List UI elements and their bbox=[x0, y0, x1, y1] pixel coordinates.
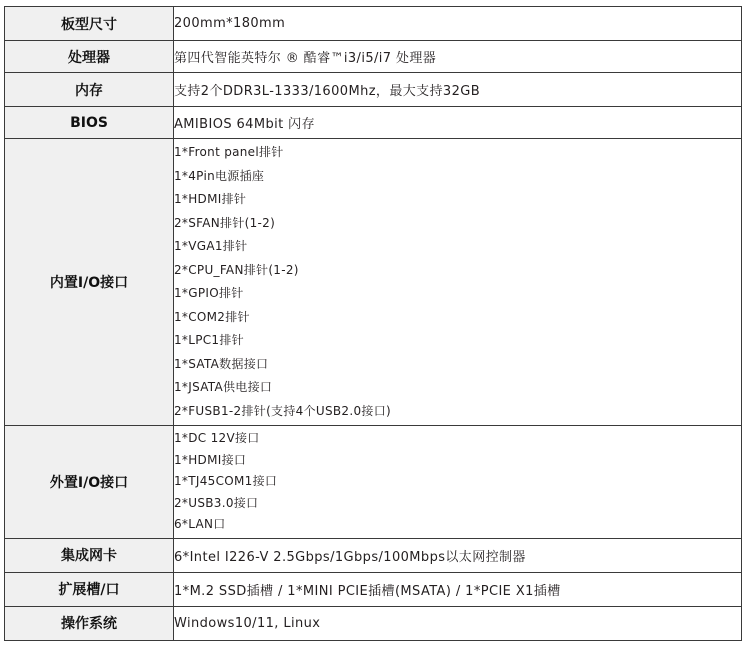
spec-value: 6*Intel I226-V 2.5Gbps/1Gbps/100Mbps以太网控制器 bbox=[174, 538, 742, 572]
spec-value-list bbox=[174, 139, 742, 426]
spec-row-os bbox=[5, 606, 742, 640]
list-item: 1*HDMI接口 bbox=[174, 452, 247, 467]
list-item: 1*Front panel排针 bbox=[174, 145, 284, 159]
spec-label: BIOS bbox=[5, 107, 174, 139]
spec-label: 内置I/O接口 bbox=[5, 139, 174, 426]
spec-label: 集成网卡 bbox=[5, 538, 174, 572]
list-item: 1*4Pin电源插座 bbox=[174, 168, 265, 183]
spec-label: 板型尺寸 bbox=[5, 7, 174, 41]
spec-label: 内存 bbox=[5, 73, 174, 107]
list-item: 1*JSATA供电接口 bbox=[174, 380, 273, 394]
spec-value: AMIBIOS 64Mbit 闪存 bbox=[174, 107, 742, 139]
spec-value-list bbox=[174, 426, 742, 539]
spec-row-board-size bbox=[5, 7, 742, 41]
spec-value: Windows10/11, Linux bbox=[174, 606, 742, 640]
list-item: 1*TJ45COM1接口 bbox=[174, 474, 278, 488]
spec-value: 1*M.2 SSD插槽 / 1*MINI PCIE插槽(MSATA) / 1*PCIE X1插槽 bbox=[174, 572, 742, 606]
spec-value: 第四代智能英特尔 ® 酷睿™i3/i5/i7 处理器 bbox=[174, 41, 742, 73]
list-item: 6*LAN口 bbox=[174, 517, 226, 531]
spec-label: 扩展槽/口 bbox=[5, 572, 174, 606]
spec-row-expansion bbox=[5, 572, 742, 606]
list-item: 1*LPC1排针 bbox=[174, 333, 244, 347]
spec-label: 处理器 bbox=[5, 41, 174, 73]
spec-row-bios bbox=[5, 107, 742, 139]
spec-value: 支持2个DDR3L-1333/1600Mhz，最大支持32GB bbox=[174, 73, 742, 107]
list-item: 1*COM2排针 bbox=[174, 309, 250, 324]
list-item: 1*DC 12V接口 bbox=[174, 431, 260, 445]
spec-value: 200mm*180mm bbox=[174, 7, 742, 41]
spec-label: 操作系统 bbox=[5, 606, 174, 640]
spec-table bbox=[4, 6, 742, 641]
list-item: 2*USB3.0接口 bbox=[174, 495, 259, 510]
spec-label: 外置I/O接口 bbox=[5, 426, 174, 539]
list-item: 2*SFAN排针(1-2) bbox=[174, 215, 276, 230]
spec-row-memory bbox=[5, 73, 742, 107]
list-item: 1*SATA数据接口 bbox=[174, 356, 269, 371]
list-item: 2*FUSB1-2排针(支持4个USB2.0接口) bbox=[174, 403, 391, 418]
spec-row-processor bbox=[5, 41, 742, 73]
list-item: 2*CPU_FAN排针(1-2) bbox=[174, 262, 299, 277]
spec-row-external-io bbox=[5, 426, 742, 539]
list-item: 1*GPIO排针 bbox=[174, 286, 244, 300]
list-item: 1*HDMI排针 bbox=[174, 192, 247, 206]
list-item: 1*VGA1排针 bbox=[174, 239, 248, 253]
spec-row-internal-io bbox=[5, 139, 742, 426]
spec-row-network bbox=[5, 538, 742, 572]
